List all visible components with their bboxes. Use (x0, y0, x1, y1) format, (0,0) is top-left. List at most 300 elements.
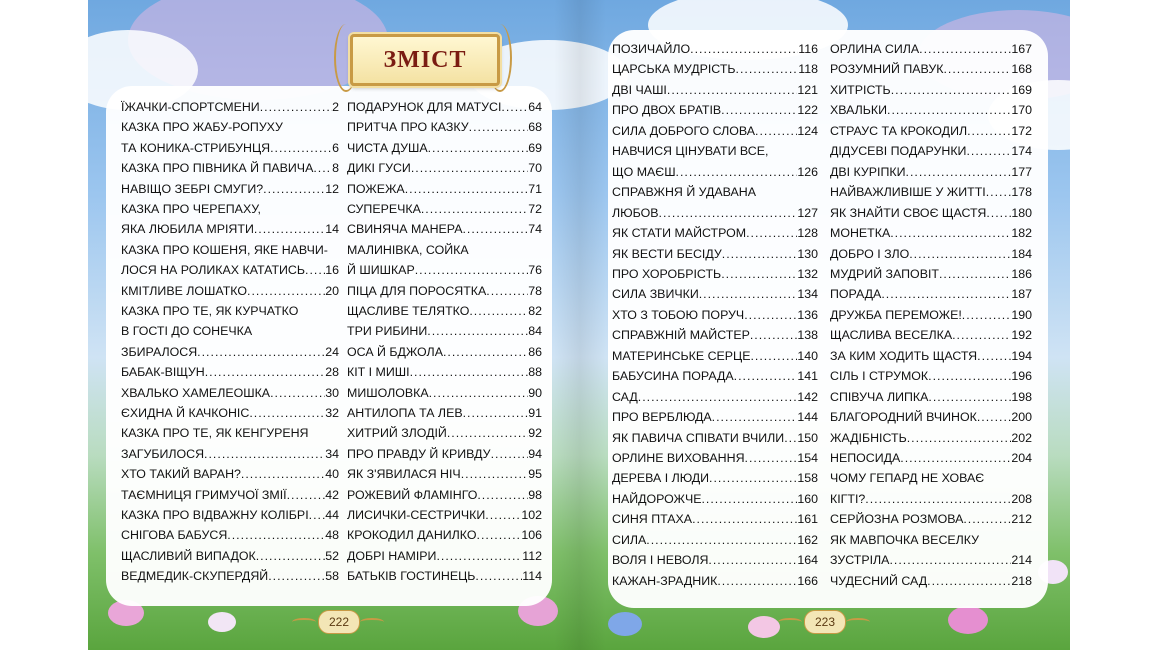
toc-leader-dots (469, 304, 528, 318)
toc-entry (347, 161, 542, 175)
toc-leader-dots (469, 120, 529, 134)
toc-entry (830, 574, 1032, 588)
toc-entry-page: 196 (1011, 369, 1032, 384)
toc-entry-page: 144 (797, 410, 818, 425)
toc-entry-title: ЧОМУ ГЕПАРД НЕ ХОВАЄ (830, 471, 985, 486)
toc-entry (830, 308, 1032, 322)
toc-leader-dots (475, 569, 522, 583)
toc-leader-dots (962, 308, 1012, 322)
toc-entry-title: СИЛА (612, 532, 647, 547)
toc-entry-title: СІЛЬ І СТРУМОК (830, 369, 929, 384)
toc-entry-title: ПРО ХОРОБРІСТЬ (612, 266, 722, 281)
toc-entry (612, 328, 818, 342)
toc-entry (612, 165, 818, 179)
toc-entry (830, 247, 1032, 261)
toc-entry-page: 84 (528, 324, 542, 339)
toc-entry (830, 83, 1032, 97)
toc-entry-title: ЯК ВЕСТИ БЕСІДУ (612, 246, 722, 261)
toc-leader-dots (977, 410, 1012, 424)
toc-entry-title: КАЗКА ПРО ТЕ, ЯК КЕНГУРЕНЯ (121, 426, 309, 441)
toc-leader-dots (256, 549, 326, 563)
toc-entry-title: НАВЧИСЯ ЦІНУВАТИ ВСЕ, (612, 144, 769, 159)
toc-entry (121, 467, 339, 481)
toc-leader-dots (909, 247, 1011, 261)
toc-entry (830, 471, 1032, 485)
toc-entry (830, 267, 1032, 281)
toc-entry (830, 492, 1032, 506)
toc-leader-dots (784, 431, 797, 445)
toc-entry-title: ПІЦА ДЛЯ ПОРОСЯТКА (347, 283, 487, 298)
toc-entry-title: БАБУСИНА ПОРАДА (612, 369, 734, 384)
toc-entry-page: 187 (1011, 287, 1032, 302)
toc-entry-page: 166 (797, 573, 818, 588)
toc-entry-page: 70 (528, 161, 542, 176)
toc-entry (347, 182, 542, 196)
toc-entry (121, 120, 339, 134)
toc-entry (347, 141, 542, 155)
toc-entry (121, 222, 339, 236)
flower-decoration (208, 612, 236, 632)
toc-entry-title: ВОЛЯ І НЕВОЛЯ (612, 553, 709, 568)
toc-entry-page: 118 (798, 62, 818, 77)
toc-leader-dots (676, 165, 798, 179)
toc-entry-title: СВИНЯЧА МАНЕРА (347, 222, 463, 237)
toc-entry-page: 142 (797, 389, 818, 404)
toc-leader-dots (692, 512, 797, 526)
toc-leader-dots (477, 488, 528, 502)
toc-entry-page: 172 (1011, 123, 1032, 138)
toc-leader-dots (270, 141, 332, 155)
toc-leader-dots (881, 287, 1011, 301)
toc-entry (347, 365, 542, 379)
toc-entry (347, 304, 542, 318)
toc-leader-dots (744, 308, 797, 322)
toc-leader-dots (204, 447, 325, 461)
toc-entry-page: 161 (797, 512, 818, 527)
toc-entry (830, 410, 1032, 424)
toc-leader-dots (750, 349, 797, 363)
toc-leader-dots (501, 100, 528, 114)
toc-entry-page: 91 (528, 406, 542, 420)
toc-entry (347, 345, 542, 359)
toc-leader-dots (428, 141, 529, 155)
toc-leader-dots (745, 451, 798, 465)
toc-entry-page: 208 (1011, 491, 1032, 506)
toc-entry-title: ОРЛИНА СИЛА (830, 42, 920, 56)
toc-entry-title: ЗА КИМ ХОДИТЬ ЩАСТЯ (830, 348, 978, 363)
toc-entry-page: 82 (528, 304, 542, 318)
toc-entry (347, 120, 542, 134)
toc-entry (612, 226, 818, 240)
toc-entry-title: ХТО З ТОБОЮ ПОРУЧ (612, 307, 745, 322)
toc-entry-page: 71 (528, 181, 542, 196)
toc-leader-dots (907, 431, 1012, 445)
toc-entry (830, 165, 1032, 179)
toc-entry-title: ПРИТЧА ПРО КАЗКУ (347, 120, 469, 135)
toc-leader-dots (486, 284, 528, 298)
toc-entry-page: 126 (797, 164, 818, 179)
toc-leader-dots (717, 574, 797, 588)
toc-entry-page: 150 (797, 430, 818, 445)
toc-entry-page: 186 (1011, 266, 1032, 281)
toc-entry-title: ЗУСТРІЛА (830, 553, 890, 568)
toc-entry-page: 212 (1011, 512, 1032, 527)
toc-entry-page: 178 (1011, 185, 1032, 200)
toc-entry-title: ПОЖЕЖА (347, 181, 405, 196)
toc-entry (612, 512, 818, 526)
toc-entry-page: 20 (325, 283, 339, 298)
toc-leader-dots (977, 349, 1011, 363)
toc-leader-dots (309, 508, 326, 522)
toc-entry-page: 154 (797, 451, 818, 465)
toc-entry (347, 549, 542, 563)
toc-entry (612, 267, 818, 281)
toc-entry-page: 114 (522, 569, 542, 584)
toc-entry-title: ПОДАРУНОК ДЛЯ МАТУСІ (347, 100, 502, 114)
toc-entry-page: 158 (797, 471, 818, 486)
toc-leader-dots (421, 202, 528, 216)
toc-entry (612, 553, 818, 567)
toc-entry-page: 214 (1011, 553, 1032, 568)
toc-entry-page: 42 (325, 487, 339, 502)
toc-entry-page: 122 (797, 103, 818, 118)
toc-entry-title: ДИКІ ГУСИ (347, 161, 411, 176)
toc-entry (830, 42, 1032, 56)
toc-leader-dots (305, 263, 325, 277)
toc-entry (612, 247, 818, 261)
toc-entry-page: 204 (1011, 451, 1032, 465)
ornament (292, 618, 316, 626)
toc-entry (121, 528, 339, 542)
toc-entry (121, 406, 339, 420)
ornament (360, 618, 384, 626)
toc-leader-dots (415, 263, 528, 277)
toc-entry-page: 76 (528, 263, 542, 278)
toc-leader-dots (429, 386, 529, 400)
toc-entry-title: ПРО ДВОХ БРАТІВ (612, 103, 722, 118)
toc-entry (830, 431, 1032, 445)
toc-entry-title: КАЗКА ПРО КОШЕНЯ, ЯКЕ НАВЧИ- (121, 242, 328, 257)
toc-entry (612, 369, 818, 383)
toc-leader-dots (919, 42, 1011, 56)
toc-leader-dots (667, 83, 797, 97)
toc-entry-page: 34 (325, 446, 339, 461)
toc-entry (347, 222, 542, 236)
toc-entry (121, 141, 339, 155)
toc-entry-page: 168 (1011, 62, 1032, 77)
toc-entry-title: КІГТІ? (830, 491, 866, 506)
toc-entry-page: 30 (325, 385, 339, 400)
toc-entry-title: ЧУДЕСНИЙ САД (830, 573, 928, 588)
toc-entry-page: 74 (528, 222, 542, 237)
toc-entry-page: 69 (528, 140, 542, 155)
toc-entry-page: 48 (325, 528, 339, 543)
toc-entry-title: НАЙВАЖЛИВІШЕ У ЖИТТІ (830, 185, 986, 200)
toc-leader-dots (736, 62, 799, 76)
toc-leader-dots (205, 365, 325, 379)
toc-entry-title: МИШОЛОВКА (347, 385, 429, 400)
toc-entry (612, 287, 818, 301)
page-number-left: 222 (318, 610, 360, 634)
toc-entry-title: МАЛИНІВКА, СОЙКА (347, 242, 469, 257)
page-number-right: 223 (804, 610, 846, 634)
toc-leader-dots (313, 161, 332, 175)
toc-entry (612, 185, 818, 199)
toc-entry-page: 88 (528, 365, 542, 380)
toc-entry-title: ХТО ТАКИЙ ВАРАН? (121, 467, 241, 482)
toc-entry-page: 72 (528, 202, 542, 216)
toc-leader-dots (491, 447, 529, 461)
toc-entry (121, 447, 339, 461)
toc-leader-dots (690, 42, 798, 56)
toc-entry-page: 174 (1011, 144, 1032, 159)
toc-entry (612, 574, 818, 588)
toc-entry (347, 528, 542, 542)
toc-entry-title: ХВАЛЬКИ (830, 103, 888, 118)
toc-entry-title: ПОРАДА (830, 287, 882, 302)
toc-leader-dots (891, 83, 1012, 97)
toc-entry (347, 508, 542, 522)
toc-leader-dots (721, 103, 797, 117)
toc-entry-title: МАТЕРИНСЬКЕ СЕРЦЕ (612, 348, 751, 363)
toc-leader-dots (721, 267, 797, 281)
toc-entry-title: КМІТЛИВЕ ЛОШАТКО (121, 283, 247, 298)
toc-leader-dots (436, 549, 522, 563)
toc-entry-page: 128 (797, 226, 818, 241)
toc-entry (612, 451, 818, 465)
toc-leader-dots (254, 222, 325, 236)
toc-entry (121, 263, 339, 277)
toc-leader-dots (247, 284, 325, 298)
toc-leader-dots (410, 365, 529, 379)
contents-title-box (350, 34, 500, 86)
toc-entry-title: МОНЕТКА (830, 226, 891, 241)
toc-entry (347, 488, 542, 502)
toc-entry-title: БЛАГОРОДНИЙ ВЧИНОК (830, 410, 977, 425)
toc-leader-dots (943, 62, 1011, 76)
toc-leader-dots (249, 406, 325, 420)
toc-entry-page: 92 (528, 426, 542, 441)
toc-entry-title: РОЗУМНИЙ ПАВУК (830, 62, 944, 77)
toc-leader-dots (865, 492, 1011, 506)
toc-entry-title: ЯКА ЛЮБИЛА МРІЯТИ (121, 222, 254, 237)
toc-leader-dots (699, 287, 798, 301)
toc-entry-title: ТРИ РИБИНИ (347, 324, 428, 339)
toc-entry (830, 328, 1032, 342)
toc-entry (830, 369, 1032, 383)
toc-entry-page: 6 (332, 140, 339, 155)
toc-leader-dots (966, 144, 1011, 158)
toc-entry-title: НАЙДОРОЖЧЕ (612, 491, 702, 506)
toc-entry-page: 184 (1011, 246, 1032, 261)
toc-entry (347, 426, 542, 440)
toc-entry-title: РОЖЕВИЙ ФЛАМІНГО (347, 487, 478, 502)
toc-entry (612, 42, 818, 56)
toc-entry-title: ЯК МАВПОЧКА ВЕСЕЛКУ (830, 532, 980, 547)
toc-entry (612, 83, 818, 97)
toc-entry-page: 94 (528, 446, 542, 461)
toc-entry (121, 569, 339, 583)
toc-leader-dots (287, 488, 326, 502)
toc-entry-page: 106 (521, 528, 542, 543)
toc-leader-dots (646, 533, 797, 547)
toc-entry (347, 100, 542, 114)
toc-entry (830, 349, 1032, 363)
toc-leader-dots (927, 574, 1011, 588)
toc-entry (121, 426, 339, 440)
toc-leader-dots (755, 124, 797, 138)
toc-leader-dots (263, 182, 325, 196)
toc-entry-page: 127 (797, 205, 818, 220)
toc-entry-page: 141 (797, 369, 818, 384)
toc-entry-title: ДІДУСЕВІ ПОДАРУНКИ (830, 144, 967, 159)
toc-entry (612, 62, 818, 76)
toc-entry-page: 90 (528, 385, 542, 400)
toc-entry (347, 284, 542, 298)
toc-entry-title: КАЗКА ПРО ВІДВАЖНУ КОЛІБРІ (121, 508, 309, 522)
toc-entry-title: Й ШИШКАР (347, 263, 415, 278)
toc-leader-dots (939, 267, 1011, 281)
toc-entry-title: ЛИСИЧКИ-СЕСТРИЧКИ (347, 508, 486, 522)
toc-entry-title: ОСА Й БДЖОЛА (347, 344, 443, 359)
toc-leader-dots (889, 553, 1011, 567)
toc-entry-page: 198 (1011, 389, 1032, 404)
toc-entry-title: ХИТРИЙ ЗЛОДІЙ (347, 426, 447, 441)
toc-entry-title: ЩО МАЄШ (612, 164, 676, 179)
toc-entry (121, 488, 339, 502)
toc-entry-page: 28 (325, 365, 339, 380)
toc-leader-dots (485, 508, 521, 522)
toc-entry (347, 243, 542, 257)
toc-leader-dots (227, 528, 325, 542)
toc-entry (121, 161, 339, 175)
toc-entry-title: ТА КОНИКА-СТРИБУНЦЯ (121, 140, 271, 155)
toc-entry (830, 185, 1032, 199)
toc-leader-dots (890, 226, 1011, 240)
toc-leader-dots (241, 467, 325, 481)
toc-leader-dots (708, 553, 797, 567)
toc-entry (830, 451, 1032, 465)
toc-entry-title: ЦАРСЬКА МУДРІСТЬ (612, 62, 736, 77)
toc-entry-title: ЩАСЛИВЕ ТЕЛЯТКО (347, 304, 470, 318)
toc-leader-dots (443, 345, 528, 359)
toc-entry-title: КІТ І МИШІ (347, 365, 410, 380)
toc-entry (347, 386, 542, 400)
toc-entry-page: 167 (1011, 42, 1032, 56)
flower-decoration (608, 612, 642, 636)
toc-entry-title: ДОБРІ НАМІРИ (347, 548, 437, 563)
toc-entry-title: МУДРИЙ ЗАПОВІТ (830, 266, 939, 281)
toc-leader-dots (447, 426, 528, 440)
toc-entry-page: 121 (797, 82, 818, 97)
toc-entry-page: 24 (325, 344, 339, 359)
toc-entry-title: САД (612, 389, 638, 404)
toc-entry (612, 124, 818, 138)
toc-leader-dots (411, 161, 528, 175)
toc-entry-title: ЄХИДНА Й КАЧКОНІС (121, 406, 250, 420)
toc-entry-page: 112 (522, 548, 542, 563)
toc-entry-page: 116 (798, 42, 818, 56)
toc-entry-page: 44 (325, 508, 339, 522)
toc-entry-title: НАВІЩО ЗЕБРІ СМУГИ? (121, 181, 264, 196)
toc-entry (121, 100, 339, 114)
toc-entry (347, 467, 542, 481)
toc-entry-title: СПРАВЖНІЙ МАЙСТЕР (612, 328, 750, 343)
toc-entry-title: ЗБИРАЛОСЯ (121, 344, 198, 359)
toc-leader-dots (928, 369, 1011, 383)
toc-entry (121, 182, 339, 196)
toc-entry-page: 132 (797, 266, 818, 281)
toc-entry-title: ХВАЛЬКО ХАМЕЛЕОШКА (121, 385, 271, 400)
toc-entry-page: 98 (528, 487, 542, 502)
toc-entry-title: КАЖАН-ЗРАДНИК (612, 573, 718, 588)
toc-entry (347, 447, 542, 461)
toc-entry-title: ДРУЖБА ПЕРЕМОЖЕ! (830, 307, 962, 322)
toc-entry (347, 569, 542, 583)
toc-leader-dots (268, 569, 325, 583)
toc-entry-title: ПРО ПРАВДУ Й КРИВДУ (347, 446, 491, 461)
toc-leader-dots (986, 185, 1012, 199)
toc-entry-page: 164 (797, 553, 818, 568)
toc-entry (121, 386, 339, 400)
toc-leader-dots (638, 390, 798, 404)
toc-entry-title: ЯК ПАВИЧА СПІВАТИ ВЧИЛИ (612, 430, 785, 445)
toc-entry (612, 410, 818, 424)
toc-entry-title: ЇЖАЧКИ-СПОРТСМЕНИ (121, 100, 260, 114)
toc-leader-dots (734, 369, 798, 383)
toc-entry-title: КАЗКА ПРО ТЕ, ЯК КУРЧАТКО (121, 304, 299, 318)
toc-entry (612, 533, 818, 547)
toc-entry-page: 180 (1011, 205, 1032, 220)
toc-entry-page: 2 (332, 100, 339, 114)
toc-leader-dots (986, 206, 1011, 220)
book-spread (88, 0, 1070, 650)
toc-entry-title: ПРО ВЕРБЛЮДА (612, 410, 712, 425)
toc-entry (612, 390, 818, 404)
toc-leader-dots (722, 247, 798, 261)
toc-entry-page: 134 (797, 287, 818, 302)
toc-entry (121, 365, 339, 379)
toc-entry-title: СТРАУС ТА КРОКОДИЛ (830, 123, 968, 138)
toc-leader-dots (463, 406, 529, 420)
toc-entry (121, 345, 339, 359)
toc-entry-title: КАЗКА ПРО ЧЕРЕПАХУ, (121, 202, 261, 216)
toc-entry-page: 64 (528, 100, 542, 114)
toc-entry (121, 508, 339, 522)
toc-entry (830, 512, 1032, 526)
toc-entry-title: ЖАДІБНІСТЬ (830, 430, 907, 445)
toc-leader-dots (659, 206, 798, 220)
book-spine (554, 0, 606, 650)
toc-entry-title: ЛЮБОВ (612, 205, 659, 220)
toc-entry-page: 136 (797, 307, 818, 322)
toc-entry-page: 140 (797, 348, 818, 363)
toc-leader-dots (712, 410, 798, 424)
toc-entry (830, 144, 1032, 158)
toc-entry-page: 16 (325, 263, 339, 278)
toc-entry-page: 190 (1011, 307, 1032, 322)
ornament (778, 618, 802, 626)
toc-leader-dots (462, 222, 528, 236)
toc-entry-title: СЕРЙОЗНА РОЗМОВА (830, 512, 964, 527)
toc-entry (830, 62, 1032, 76)
toc-entry-title: ЗАГУБИЛОСЯ (121, 446, 205, 461)
toc-leader-dots (750, 328, 797, 342)
toc-entry-title: ДВІ ЧАШІ (612, 82, 667, 97)
toc-entry (612, 308, 818, 322)
toc-entry (347, 324, 542, 338)
toc-leader-dots (900, 451, 1011, 465)
